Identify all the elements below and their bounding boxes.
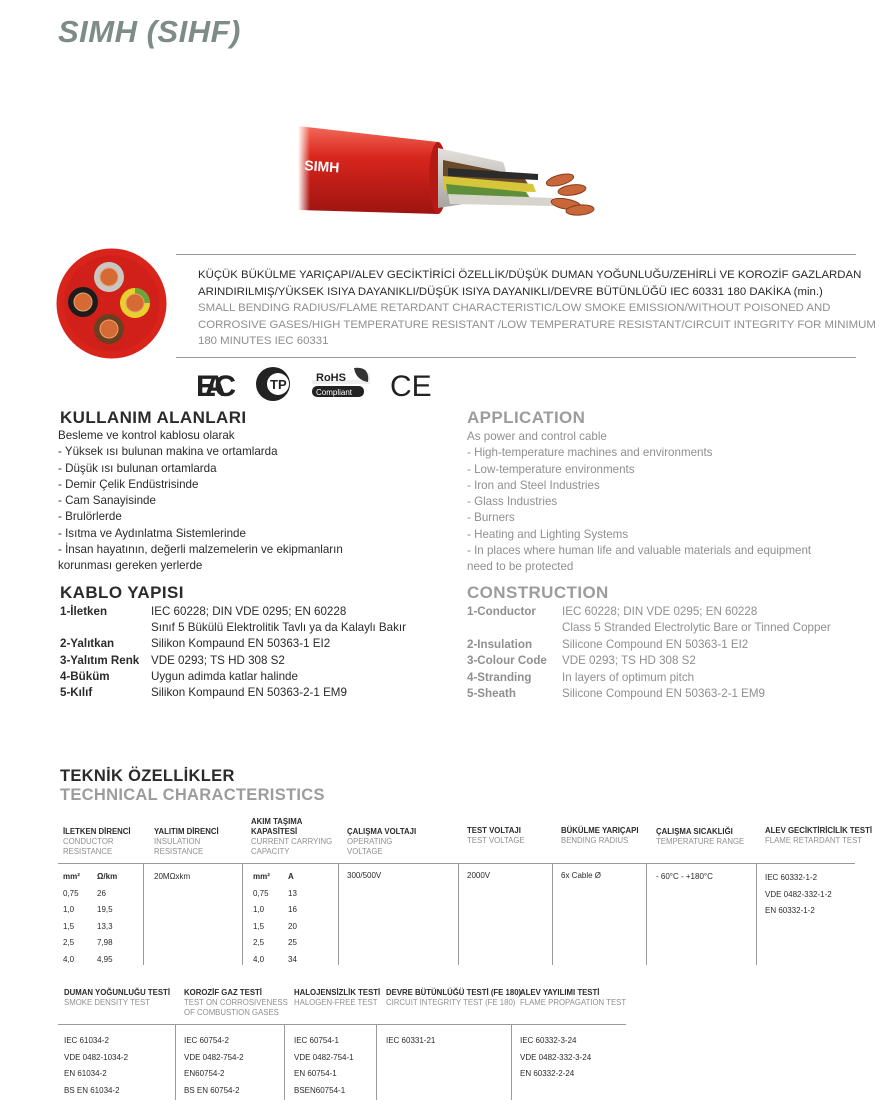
list-item: - Iron and Steel Industries (467, 478, 600, 492)
insulation-value: 20MΩxkm (154, 872, 191, 881)
smoke-density-column: IEC 61034-2 VDE 0482-1034-2 EN 61034-2 BS EN 61034-2 (64, 1036, 129, 1095)
table-header: ÇALIŞMA SICAKLIĞI TEMPERATURE RANGE (656, 827, 745, 846)
usage-heading-tr: KULLANIM ALANLARI (60, 408, 247, 427)
temperature-range-value: - 60°C - +180°C (656, 872, 713, 881)
divider (176, 357, 856, 358)
table-header: ÇALIŞMA VOLTAJI OPERATING VOLTAGE (347, 827, 417, 856)
table-header: DEVRE BÜTÜNLÜĞÜ TESTİ (FE 180) CIRCUIT INTEGRITY TEST (FE 180) (386, 988, 522, 1007)
current-mm2-column: mm² 0,75 1,0 1,5 2,5 4,0 (253, 872, 270, 964)
list-item: - High-temperature machines and environments (467, 446, 713, 460)
table-header: DUMAN YOĞUNLUĞU TESTİ SMOKE DENSITY TEST (64, 988, 170, 1007)
features-block (198, 267, 878, 350)
current-value-column: A 13 16 20 25 34 (288, 872, 297, 964)
features-en: SMALL BENDING RADIUS/FLAME RETARDANT CHARACTERISTIC/LOW SMOKE EMISSION/WITHOUT POISONED AND CORROSIVE GASES/HIGH TEMPERATURE RESISTANT /LOW TEMPERATURE RESISTANT/CIRCUIT INTEGRITY FOR MINIMUM 180 MINUTES IEC 60331 (198, 302, 876, 347)
column-separator (376, 1024, 377, 1100)
table-rule (58, 863, 855, 864)
list-item: - Düşük ısı bulunan ortamlarda (58, 461, 217, 475)
usage-list-tr (58, 428, 448, 575)
table-header: YALITIM DİRENCİ INSULATION RESISTANCE (154, 827, 219, 856)
usage-heading-en: APPLICATION (467, 408, 586, 427)
column-separator (646, 863, 647, 965)
table-header: ALEV YAYILIMI TESTİ FLAME PROPAGATION TEST (520, 988, 627, 1007)
tp-logo (256, 367, 290, 401)
list-item: - Brulörlerde (58, 510, 122, 524)
cable-print-text: SIMH (303, 157, 340, 176)
technical-heading-en: TECHNICAL CHARACTERISTICS (60, 786, 325, 804)
list-item: - Glass Industries (467, 495, 558, 509)
column-separator (242, 863, 243, 965)
ce-logo (390, 370, 432, 403)
corrosive-gas-column: IEC 60754-2 VDE 0482-754-2 EN60754-2 BS EN 60754-2 (184, 1036, 244, 1095)
list-item: - Yüksek ısı bulunan makina ve ortamlarda (58, 445, 278, 459)
table-header: AKIM TAŞIMA KAPASİTESİ CURRENT CARRYING CAPACITY (251, 817, 333, 856)
divider (176, 254, 856, 255)
svg-text:RoHS: RoHS (316, 372, 346, 384)
list-item: - Demir Çelik Endüstrisinde (58, 477, 199, 491)
flame-retardant-column: IEC 60332-1-2 VDE 0482-332-1-2 EN 60332-1-2 (765, 873, 832, 915)
column-separator (511, 1024, 512, 1100)
list-item: - In places where human life and valuable materials and equipment (467, 544, 812, 558)
resistance-value-column: Ω/km 26 19,5 13,3 7,98 4,95 (97, 872, 118, 964)
technical-heading-tr: TEKNİK ÖZELLİKLER (60, 767, 235, 785)
list-item: - Heating and Lighting Systems (467, 527, 629, 541)
column-separator (756, 863, 757, 965)
cable-cross-section (55, 247, 168, 360)
list-item: - Cam Sanayisinde (58, 494, 156, 508)
usage-list-en (467, 429, 877, 576)
table-header: HALOJENSİZLİK TESTİ HALOGEN-FREE TEST (294, 988, 381, 1007)
column-separator (143, 863, 144, 965)
table-header: İLETKEN DİRENCİ CONDUCTOR RESISTANCE (63, 827, 131, 856)
construction-heading-en: CONSTRUCTION (467, 583, 609, 602)
halogen-free-column: IEC 60754-1 VDE 0482-754-1 EN 60754-1 BSEN60754-1 (294, 1036, 354, 1095)
cable-photo (298, 118, 618, 248)
column-separator (338, 863, 339, 965)
list-item: - İnsan hayatının, değerli malzemelerin ve ekipmanların (58, 543, 343, 557)
column-separator (284, 1024, 285, 1100)
list-item: As power and control cable (467, 430, 607, 443)
list-item: - Isıtma ve Aydınlatma Sistemlerinde (58, 526, 246, 540)
construction-heading-tr: KABLO YAPISI (60, 583, 184, 602)
resistance-mm2-column: mm² 0,75 1,0 1,5 2,5 4,0 (63, 872, 80, 964)
bending-radius-value: 6x Cable Ø (561, 871, 602, 880)
list-item: korunması gereken yerlerde (58, 559, 203, 573)
features-tr: KÜÇÜK BÜKÜLME YARIÇAPI/ALEV GECİKTİRİCİ ÖZELLİK/DÜŞÜK DUMAN YOĞUNLUĞU/ZEHİRLİ VE KOROZİF GAZLARDAN ARINDIRILMIŞ/YÜKSEK ISIYA DAYANIKLI/DÜŞÜK ISIYA DAYANIKLI/DEVRE BÜTÜNLÜĞÜ IEC 60331 180 DAKİKA (min.) (198, 269, 862, 298)
flame-propagation-column: IEC 60332-3-24 VDE 0482-332-3-24 EN 60332-2-24 (520, 1036, 592, 1078)
table-header: KOROZİF GAZ TESTİ TEST ON CORROSIVENESS OF COMBUSTION GASES (184, 988, 288, 1017)
circuit-integrity-column: IEC 60331-21 (386, 1036, 436, 1045)
certification-logos (194, 364, 444, 404)
test-voltage-value: 2000V (467, 871, 491, 880)
construction-list-tr: 1-İletken IEC 60228; DIN VDE 0295; EN 60228 Sınıf 5 Bükülü Elektrolitik Tavlı ya da Kalaylı Bakır 2-Yalıtkan Silikon Kompaund EN 50363-1 EI2 3-Yalıtım Renk VDE 0293; TS HD 308 S2 4-Büküm Uygun adimda katlar halinde 5-Kılıf Silikon Kompaund EN 50363-2-1 EM9 (60, 605, 406, 699)
operating-voltage-value: 300/500V (347, 871, 382, 880)
list-item: Besleme ve kontrol kablosu olarak (58, 429, 235, 442)
column-separator (175, 1024, 176, 1100)
table-header: ALEV GECİKTİRİCİLİK TESTİ FLAME RETARDANT TEST (765, 826, 872, 845)
column-separator (552, 863, 553, 965)
svg-text:TP: TP (270, 377, 287, 392)
svg-text:Compliant: Compliant (316, 388, 353, 397)
table-rule (58, 1024, 626, 1025)
construction-list-en: 1-Conductor IEC 60228; DIN VDE 0295; EN 60228 Class 5 Stranded Electrolytic Bare or Tinned Copper 2-Insulation Silicone Compound EN 50363-1 EI2 3-Colour Code VDE 0293; TS HD 308 S2 4-Stranding In layers of optimum pitch 5-Sheath Silicone Compound EN 50363-2-1 EM9 (467, 605, 831, 700)
eac-logo (196, 370, 236, 403)
column-separator (458, 863, 459, 965)
list-item: need to be protected (467, 560, 574, 574)
rohs-logo (312, 368, 370, 397)
svg-text:EAC: EAC (196, 370, 236, 403)
product-title: SIMH (SIHF) (58, 14, 241, 49)
list-item: - Low-temperature environments (467, 462, 635, 476)
list-item: - Burners (467, 511, 515, 525)
svg-text:CE: CE (390, 370, 432, 403)
table-header: TEST VOLTAJI TEST VOLTAGE (467, 826, 525, 845)
table-header: BÜKÜLME YARIÇAPI BENDING RADIUS (561, 826, 639, 845)
